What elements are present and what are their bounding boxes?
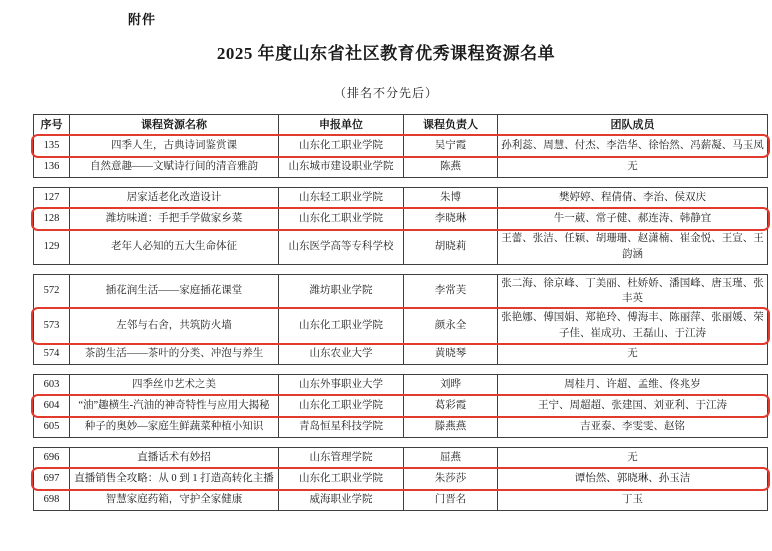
org-cell: 威海职业学院 [279,490,404,510]
table-row-highlighted [34,396,767,417]
org-cell: 青岛恒星科技学院 [279,417,404,437]
org-cell: 山东农业大学 [279,344,404,364]
table-row [34,375,767,396]
org-cell: 山东化工职业学院 [279,209,404,229]
row-number-cell: 136 [34,157,70,177]
table-row [34,344,767,364]
table-group [33,187,768,265]
table-row [34,490,767,510]
leader-cell: 陈燕 [404,157,498,177]
row-number-cell: 573 [34,309,70,343]
row-number-cell: 603 [34,375,70,395]
page-title: 2025 年度山东省社区教育优秀课程资源名单 [216,44,556,63]
table-row-highlighted [34,209,767,230]
table-row-highlighted [34,309,767,344]
row-number-cell: 129 [34,230,70,264]
course-name-cell: 四季人生，古典诗词鉴赏课 [70,136,279,156]
table-row [34,230,767,264]
team-cell: 张艳娜、傅国娟、郑艳玲、傅海丰、陈丽萍、张丽媛、荣子佳、崔成功、王磊山、于江涛 [501,312,764,339]
row-number-cell: 127 [34,188,70,208]
course-name-cell: 居家适老化改造设计 [70,188,279,208]
table-group [33,114,768,178]
course-name-cell: 老年人必知的五大生命体征 [70,230,279,264]
team-cell: 樊婷婷、程倩倩、李治、侯双庆 [559,192,706,204]
org-cell: 山东化工职业学院 [279,469,404,489]
column-header: 课程资源名称 [70,115,279,135]
org-cell: 山东化工职业学院 [279,309,404,343]
attachment-label: 附件 [128,12,157,27]
team-cell: 无 [627,347,638,359]
team-cell: 无 [627,161,638,173]
leader-cell: 刘晔 [404,375,498,395]
leader-cell: 朱莎莎 [404,469,498,489]
table-row [34,275,767,310]
row-number-cell: 696 [34,448,70,468]
column-header: 序号 [34,115,70,135]
results-table [33,114,768,511]
leader-cell: 吴宁霞 [404,136,498,156]
leader-cell: 朱博 [404,188,498,208]
org-cell: 潍坊职业学院 [279,275,404,309]
leader-cell: 李晓琳 [404,209,498,229]
leader-cell: 黄晓琴 [404,344,498,364]
team-cell: 孙利蕊、周慧、付杰、李浩华、徐怡然、冯薪凝、马玉凤 [501,140,764,152]
leader-cell: 滕燕燕 [404,417,498,437]
table-row [34,417,767,437]
leader-cell: 颜永全 [404,309,498,343]
row-number-cell: 604 [34,396,70,416]
course-name-cell: 四季丝巾艺术之美 [70,375,279,395]
row-number-cell: 135 [34,136,70,156]
team-cell: 牛一葳、常子健、郝连涛、韩静宜 [553,213,712,225]
row-number-cell: 128 [34,209,70,229]
team-cell: 张二海、徐京峰、丁美丽、杜娇娇、潘国峰、唐玉瑾、张丰英 [501,277,764,305]
table-header-row [34,115,767,136]
column-header: 团队成员 [610,118,655,131]
leader-cell: 李常芙 [404,275,498,309]
table-row-highlighted [34,469,767,490]
org-cell: 山东轻工职业学院 [279,188,404,208]
team-cell: 谭怡然、郭晓琳、孙玉洁 [574,472,691,484]
course-name-cell: 智慧家庭药箱，守护全家健康 [70,490,279,510]
leader-cell: 门晋名 [404,490,498,510]
course-name-cell: “油”趣横生-汽油的神奇特性与应用大揭秘 [70,396,279,416]
org-cell: 山东化工职业学院 [279,396,404,416]
column-header: 课程负责人 [404,115,498,135]
course-name-cell: 自然意趣——文赋诗行间的清音雅韵 [70,157,279,177]
team-cell: 丁玉 [622,493,643,505]
leader-cell: 胡晓莉 [404,230,498,264]
course-name-cell: 直播销售全攻略：从 0 到 1 打造高转化主播 [70,469,279,489]
table-row [34,188,767,209]
row-number-cell: 697 [34,469,70,489]
row-number-cell: 574 [34,344,70,364]
row-number-cell: 572 [34,275,70,309]
table-group [33,274,768,365]
org-cell: 山东医学高等专科学校 [279,230,404,264]
leader-cell: 葛彩霞 [404,396,498,416]
table-group [33,447,768,511]
course-name-cell: 茶韵生活——茶叶的分类、冲泡与养生 [70,344,279,364]
team-cell: 王宁、周超超、张建国、刘亚利、于江涛 [538,399,727,411]
table-row [34,157,767,177]
page-subtitle: （排名不分先后） [333,86,438,100]
course-name-cell: 种子的奥妙—家庭生鲜蔬菜种植小知识 [70,417,279,437]
org-cell: 山东城市建设职业学院 [279,157,404,177]
org-cell: 山东管理学院 [279,448,404,468]
course-name-cell: 潍坊味道：手把手学做家乡菜 [70,209,279,229]
row-number-cell: 605 [34,417,70,437]
org-cell: 山东外事职业大学 [279,375,404,395]
team-cell: 周桂月、许超、孟维、佟兆岁 [564,378,701,390]
org-cell: 山东化工职业学院 [279,136,404,156]
course-name-cell: 直播话术有妙招 [70,448,279,468]
course-name-cell: 左邻与右舍，共筑防火墙 [70,309,279,343]
column-header: 申报单位 [279,115,404,135]
team-cell: 无 [627,451,638,463]
row-number-cell: 698 [34,490,70,510]
table-row-highlighted [34,136,767,157]
leader-cell: 屈燕 [404,448,498,468]
team-cell: 吉亚泰、李雯雯、赵铭 [580,420,685,432]
course-name-cell: 插花润生活——家庭插花课堂 [70,275,279,309]
team-cell: 王蕾、张洁、任颖、胡珊珊、赵潇楠、崔金悦、王宣、王韵涵 [501,233,764,260]
table-group [33,374,768,438]
table-row [34,448,767,469]
